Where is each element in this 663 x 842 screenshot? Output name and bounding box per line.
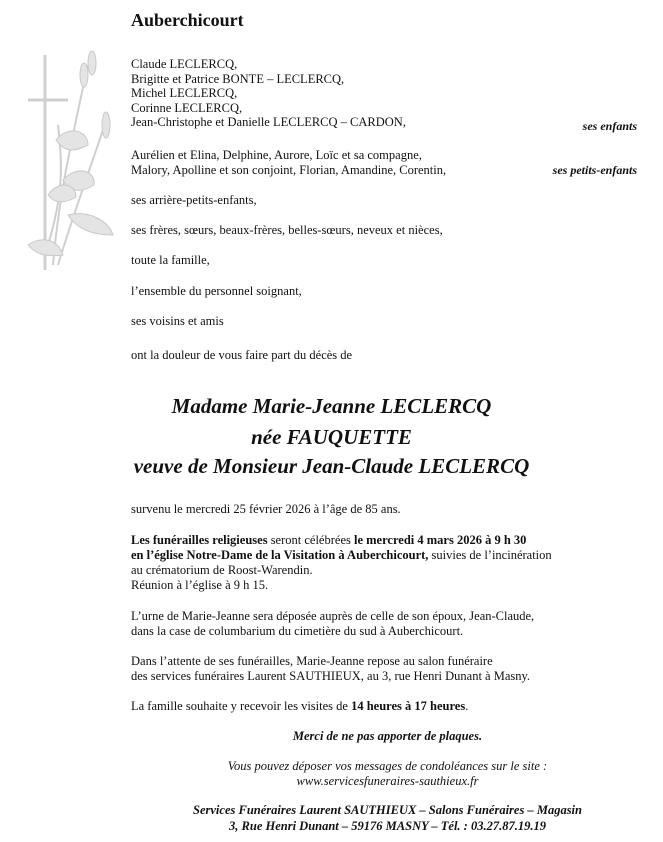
deceased-name: Madame Marie-Jeanne LECLERCQ [171,394,492,418]
condolences-line: Vous pouvez déposer vos messages de condoléances sur le site : [227,759,548,773]
death-notice: survenu le mercredi 25 février 2026 à l’âge de 85 ans. [131,502,401,516]
funeral-church: en l’église Notre-Dame de la Visitation à Auberchicourt, [131,548,429,562]
family-line: ses frères, sœurs, beaux-frères, belles-sœurs, neveux et nièces, [131,223,443,237]
funeral-crematorium: au crématorium de Roost-Warendin. [131,563,313,577]
child-line: Brigitte et Patrice BONTE – LECLERCQ, [131,71,345,86]
deceased-widow-of: veuve de Monsieur Jean-Claude LECLERCQ [133,454,530,478]
family-line: toute la famille, [131,253,210,267]
funeral-text: seront célébrées [267,533,354,547]
funeral-cremation: suivies de l’incinération [428,548,552,562]
visits-intro: La famille souhaite y recevoir les visites de [131,699,352,713]
grandchildren-list [131,148,446,177]
urn-line: dans la case de columbarium du cimetière du sud à Auberchicourt. [131,624,464,638]
town-heading: Auberchicourt [131,10,244,30]
grandchildren-role-label: ses petits-enfants [552,163,637,177]
family-line: ses arrière-petits-enfants, [131,193,257,207]
child-line: Michel LECLERCQ, [131,86,238,101]
child-line: Corinne LECLERCQ, [131,100,243,115]
child-line: Jean-Christophe et Danielle LECLERCQ – CARDON, [131,115,406,130]
family-line: l’ensemble du personnel soignant, [131,284,302,298]
grandchild-line: Malory, Apolline et son conjoint, Florian, Amandine, Corentin, [131,162,447,177]
cross-lily-decoration-icon [18,45,118,275]
visits-text [131,699,468,714]
funeral-meeting: Réunion à l’église à 9 h 15. [131,578,269,592]
child-line: Claude LECLERCQ, [131,57,238,71]
condolences-url: www.servicesfuneraires-sauthieux.fr [296,774,479,788]
visits-hours: 14 heures à 17 heures [351,699,466,713]
funeral-details [131,533,601,593]
funeral-label: Les funérailles religieuses [131,533,268,547]
footer-company: Services Funéraires Laurent SAUTHIEUX – Salons Funéraires – Magasin [193,803,582,817]
urn-details [131,609,601,639]
salon-details [131,654,601,684]
salon-line: des services funéraires Laurent SAUTHIEUX, au 3, rue Henri Dunant à Masny. [131,669,531,683]
footer [56,803,663,834]
salon-line: Dans l’attente de ses funérailles, Marie-Jeanne repose au salon funéraire [131,654,493,668]
deceased-maiden-name: née FAUQUETTE [251,425,412,449]
children-list [131,57,406,130]
family-line: ses voisins et amis [131,314,224,328]
condolences-note [56,759,663,789]
visits-end: . [465,699,469,713]
footer-address: 3, Rue Henri Dunant – 59176 MASNY – Tél. : 03.27.87.19.19 [229,818,546,833]
grandchild-line: Aurélien et Elina, Delphine, Aurore, Loïc et sa compagne, [131,148,422,162]
funeral-date: le mercredi 4 mars 2026 à 9 h 30 [353,533,527,547]
announcement-text: ont la douleur de vous faire part du décès de [131,348,353,362]
urn-line: L’urne de Marie-Jeanne sera déposée auprès de celle de son époux, Jean-Claude, [131,609,535,623]
no-plaques-note: Merci de ne pas apporter de plaques. [292,729,483,743]
children-role-label: ses enfants [582,119,637,133]
